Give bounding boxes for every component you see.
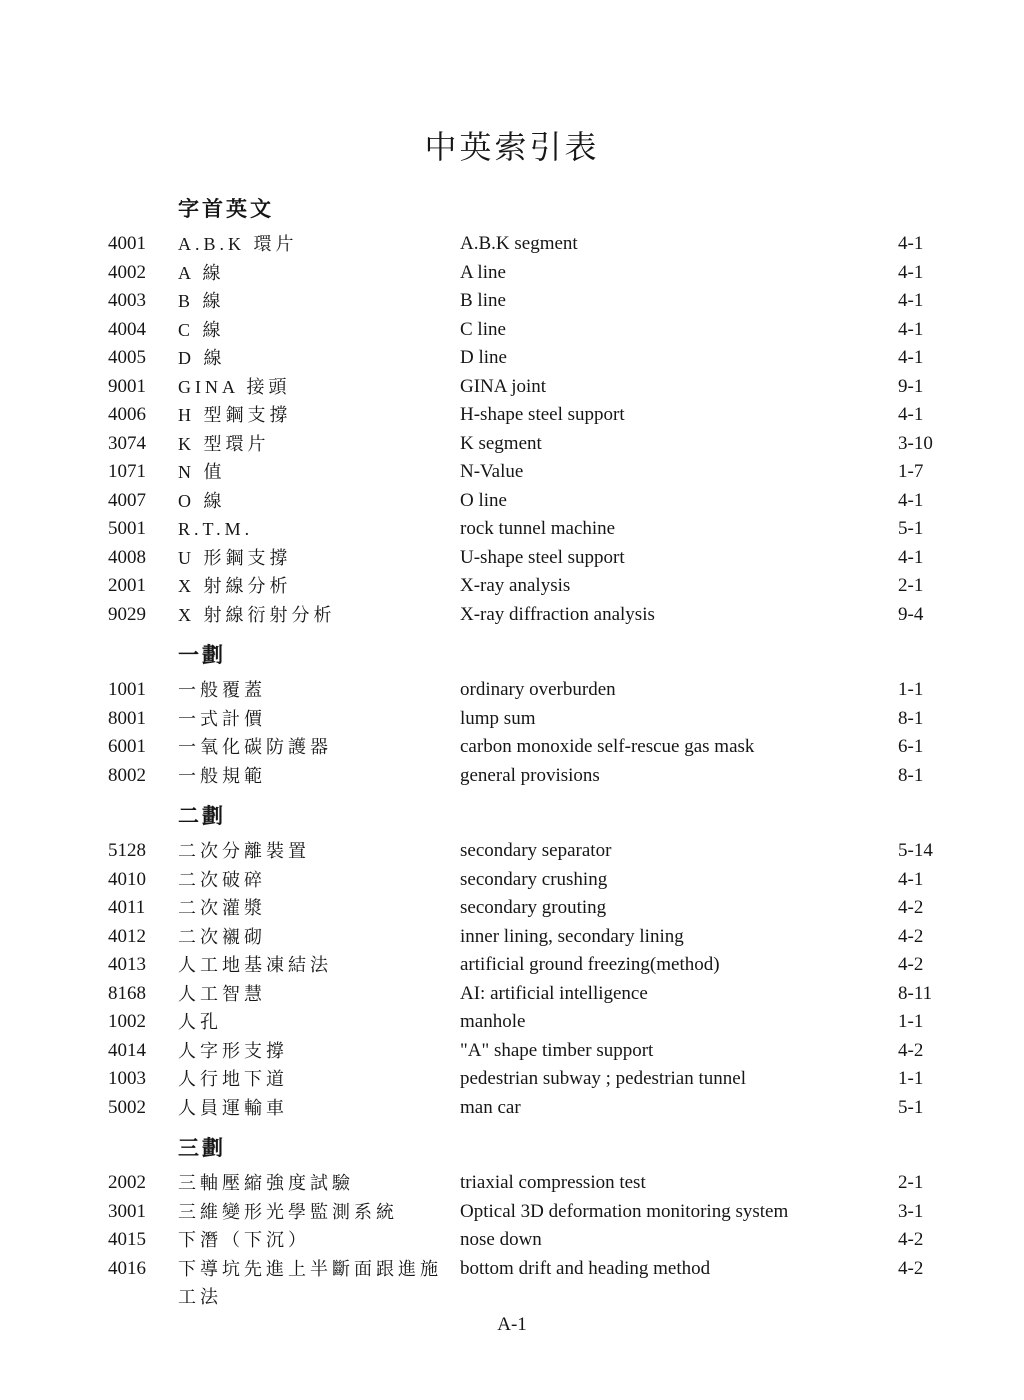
row-code: 8001 xyxy=(108,707,146,729)
index-row xyxy=(108,287,1024,316)
row-term-en: A.B.K segment xyxy=(460,233,578,254)
row-code: 2001 xyxy=(108,575,146,596)
row-code: 1001 xyxy=(108,679,146,700)
row-term-zh: 人行地下道 xyxy=(178,1069,288,1089)
row-code: 5128 xyxy=(108,840,146,861)
row-code: 5001 xyxy=(108,518,146,539)
row-term-en: O line xyxy=(460,489,507,511)
row-page-ref: 4-2 xyxy=(898,1229,924,1250)
row-term-en: K segment xyxy=(460,432,542,454)
section-header: 三劃 xyxy=(178,1136,226,1160)
row-term-zh: 一般覆蓋 xyxy=(178,680,266,700)
index-row xyxy=(108,373,1024,402)
index-table xyxy=(108,196,1024,1312)
row-code: 4006 xyxy=(108,404,146,425)
index-row xyxy=(108,344,1024,373)
index-row xyxy=(108,705,1024,734)
row-term-en: man car xyxy=(460,1096,521,1118)
row-page-ref: 3-10 xyxy=(898,432,933,454)
row-code: 3074 xyxy=(108,432,146,454)
index-row xyxy=(108,1008,1024,1037)
row-page-ref: 4-1 xyxy=(898,489,924,511)
row-term-zh: 一般規範 xyxy=(178,765,266,786)
row-page-ref: 1-1 xyxy=(898,679,924,700)
row-term-en: secondary grouting xyxy=(460,897,607,918)
row-term-zh: 二次灌漿 xyxy=(178,898,266,918)
row-term-en: artificial ground freezing(method) xyxy=(460,954,720,975)
row-term-zh: 二次襯砌 xyxy=(178,926,266,947)
index-row xyxy=(108,544,1024,573)
row-page-ref: 8-1 xyxy=(898,764,924,786)
row-code: 4016 xyxy=(108,1257,146,1279)
row-page-ref: 1-1 xyxy=(898,1068,924,1089)
row-term-zh: 一式計價 xyxy=(178,708,266,729)
row-term-en: "A" shape timber support xyxy=(460,1039,654,1061)
row-term-en: ordinary overburden xyxy=(460,679,616,700)
row-code: 1002 xyxy=(108,1011,146,1032)
row-code: 4004 xyxy=(108,318,146,340)
row-code: 4003 xyxy=(108,290,146,311)
row-page-ref: 4-2 xyxy=(898,925,924,947)
row-term-zh: A 線 xyxy=(178,262,225,283)
row-page-ref: 5-1 xyxy=(898,1096,924,1118)
row-page-ref: 4-1 xyxy=(898,868,924,890)
index-row xyxy=(108,923,1024,952)
row-term-en: Optical 3D deformation monitoring system xyxy=(460,1200,789,1222)
index-row xyxy=(108,1255,1024,1312)
section-header: 二劃 xyxy=(178,804,226,828)
row-code: 4008 xyxy=(108,546,146,568)
row-code: 4005 xyxy=(108,347,146,368)
section-header: 字首英文 xyxy=(178,197,274,221)
index-row xyxy=(108,430,1024,459)
row-term-zh: 一氧化碳防護器 xyxy=(178,737,332,757)
index-row xyxy=(108,762,1024,791)
row-term-zh: GINA 接頭 xyxy=(178,376,291,397)
section-header: 一劃 xyxy=(178,643,226,667)
index-row xyxy=(108,894,1024,923)
row-term-zh: B 線 xyxy=(178,291,225,311)
row-term-zh: X 射線分析 xyxy=(178,576,292,596)
row-term-zh: K 型環片 xyxy=(178,433,270,454)
row-term-zh: 人工地基凍結法 xyxy=(178,955,332,975)
index-row xyxy=(108,866,1024,895)
index-section xyxy=(108,1135,1024,1312)
row-term-zh: 下導坑先進上半斷面跟進施工法 xyxy=(178,1258,442,1307)
row-term-zh: 下潛（下沉） xyxy=(178,1230,310,1250)
row-page-ref: 6-1 xyxy=(898,736,924,757)
row-code: 8168 xyxy=(108,982,146,1004)
row-page-ref: 2-1 xyxy=(898,1172,924,1193)
row-term-en: carbon monoxide self-rescue gas mask xyxy=(460,736,755,757)
row-page-ref: 4-2 xyxy=(898,1257,924,1279)
row-page-ref: 8-11 xyxy=(898,982,933,1004)
index-row xyxy=(108,601,1024,630)
row-code: 1071 xyxy=(108,461,146,482)
row-code: 4011 xyxy=(108,897,146,918)
row-page-ref: 4-1 xyxy=(898,546,924,568)
row-term-en: lump sum xyxy=(460,707,536,729)
page-title: 中英索引表 xyxy=(424,128,600,166)
index-row xyxy=(108,676,1024,705)
row-term-en: general provisions xyxy=(460,764,600,786)
index-row xyxy=(108,572,1024,601)
row-term-en: AI: artificial intelligence xyxy=(460,982,648,1004)
row-page-ref: 9-1 xyxy=(898,375,924,397)
row-term-zh: 二次破碎 xyxy=(178,869,266,890)
index-row xyxy=(108,1226,1024,1255)
row-page-ref: 4-1 xyxy=(898,290,924,311)
row-code: 4015 xyxy=(108,1229,146,1250)
row-code: 5002 xyxy=(108,1096,146,1118)
row-term-en: D line xyxy=(460,347,507,368)
row-term-zh: 二次分離裝置 xyxy=(178,841,310,861)
row-page-ref: 9-4 xyxy=(898,603,924,625)
row-code: 4010 xyxy=(108,868,146,890)
row-code: 1003 xyxy=(108,1068,146,1089)
row-term-en: U-shape steel support xyxy=(460,546,625,568)
row-page-ref: 4-1 xyxy=(898,347,924,368)
row-page-ref: 3-1 xyxy=(898,1200,924,1222)
row-term-zh: U 形鋼支撐 xyxy=(178,547,292,568)
row-code: 2002 xyxy=(108,1172,146,1193)
row-page-ref: 5-1 xyxy=(898,518,924,539)
row-term-en: X-ray analysis xyxy=(460,575,571,596)
row-page-ref: 4-1 xyxy=(898,404,924,425)
row-term-zh: R.T.M. xyxy=(178,519,254,539)
row-code: 4014 xyxy=(108,1039,146,1061)
row-term-zh: C 線 xyxy=(178,319,225,340)
row-code: 3001 xyxy=(108,1200,146,1222)
row-term-zh: 人工智慧 xyxy=(178,983,266,1004)
index-row xyxy=(108,733,1024,762)
row-page-ref: 1-1 xyxy=(898,1011,924,1032)
page-number: A-1 xyxy=(497,1314,527,1335)
row-term-zh: 人員運輸車 xyxy=(178,1097,288,1118)
index-row xyxy=(108,1169,1024,1198)
row-term-en: inner lining, secondary lining xyxy=(460,925,684,947)
index-row xyxy=(108,1065,1024,1094)
row-term-en: B line xyxy=(460,290,506,311)
row-term-en: secondary crushing xyxy=(460,868,608,890)
index-row xyxy=(108,316,1024,345)
row-page-ref: 4-2 xyxy=(898,954,924,975)
row-term-zh: H 型鋼支撐 xyxy=(178,405,292,425)
row-code: 4007 xyxy=(108,489,146,511)
row-code: 9001 xyxy=(108,375,146,397)
row-term-en: N-Value xyxy=(460,461,524,482)
row-term-zh: D 線 xyxy=(178,348,226,368)
row-term-en: rock tunnel machine xyxy=(460,518,616,539)
index-row xyxy=(108,487,1024,516)
row-page-ref: 4-2 xyxy=(898,1039,924,1061)
row-page-ref: 5-14 xyxy=(898,840,933,861)
row-term-zh: 三軸壓縮強度試驗 xyxy=(178,1173,354,1193)
row-term-en: secondary separator xyxy=(460,840,612,861)
row-code: 4002 xyxy=(108,261,146,283)
row-code: 4001 xyxy=(108,233,146,254)
row-term-zh: O 線 xyxy=(178,490,226,511)
index-row xyxy=(108,980,1024,1009)
row-code: 4012 xyxy=(108,925,146,947)
row-term-zh: 人孔 xyxy=(178,1012,222,1032)
index-section xyxy=(108,642,1024,790)
row-term-en: A line xyxy=(460,261,506,283)
index-row xyxy=(108,837,1024,866)
row-term-en: H-shape steel support xyxy=(460,404,625,425)
index-row xyxy=(108,259,1024,288)
row-term-zh: 人字形支撐 xyxy=(178,1040,288,1061)
index-row xyxy=(108,515,1024,544)
row-term-en: X-ray diffraction analysis xyxy=(460,603,655,625)
row-page-ref: 1-7 xyxy=(898,461,924,482)
index-row xyxy=(108,230,1024,259)
index-row xyxy=(108,1198,1024,1227)
row-term-en: C line xyxy=(460,318,506,340)
row-term-en: GINA joint xyxy=(460,375,547,397)
index-section xyxy=(108,803,1024,1122)
row-term-zh: X 射線衍射分析 xyxy=(178,604,336,625)
row-term-en: pedestrian subway ; pedestrian tunnel xyxy=(460,1068,746,1089)
row-term-zh: 三維變形光學監測系統 xyxy=(178,1201,398,1222)
row-code: 4013 xyxy=(108,954,146,975)
index-row xyxy=(108,1094,1024,1123)
row-page-ref: 4-2 xyxy=(898,897,924,918)
row-page-ref: 4-1 xyxy=(898,318,924,340)
row-code: 8002 xyxy=(108,764,146,786)
row-term-en: manhole xyxy=(460,1011,526,1032)
row-term-en: triaxial compression test xyxy=(460,1172,646,1193)
row-code: 6001 xyxy=(108,736,146,757)
row-page-ref: 8-1 xyxy=(898,707,924,729)
row-page-ref: 4-1 xyxy=(898,261,924,283)
index-row xyxy=(108,401,1024,430)
row-term-zh: N 值 xyxy=(178,462,226,482)
index-row xyxy=(108,1037,1024,1066)
row-term-en: bottom drift and heading method xyxy=(460,1257,711,1279)
index-row xyxy=(108,951,1024,980)
row-code: 9029 xyxy=(108,603,146,625)
index-section xyxy=(108,196,1024,629)
row-page-ref: 2-1 xyxy=(898,575,924,596)
row-term-en: nose down xyxy=(460,1229,542,1250)
index-row xyxy=(108,458,1024,487)
row-page-ref: 4-1 xyxy=(898,233,924,254)
row-term-zh: A.B.K 環片 xyxy=(178,234,298,254)
